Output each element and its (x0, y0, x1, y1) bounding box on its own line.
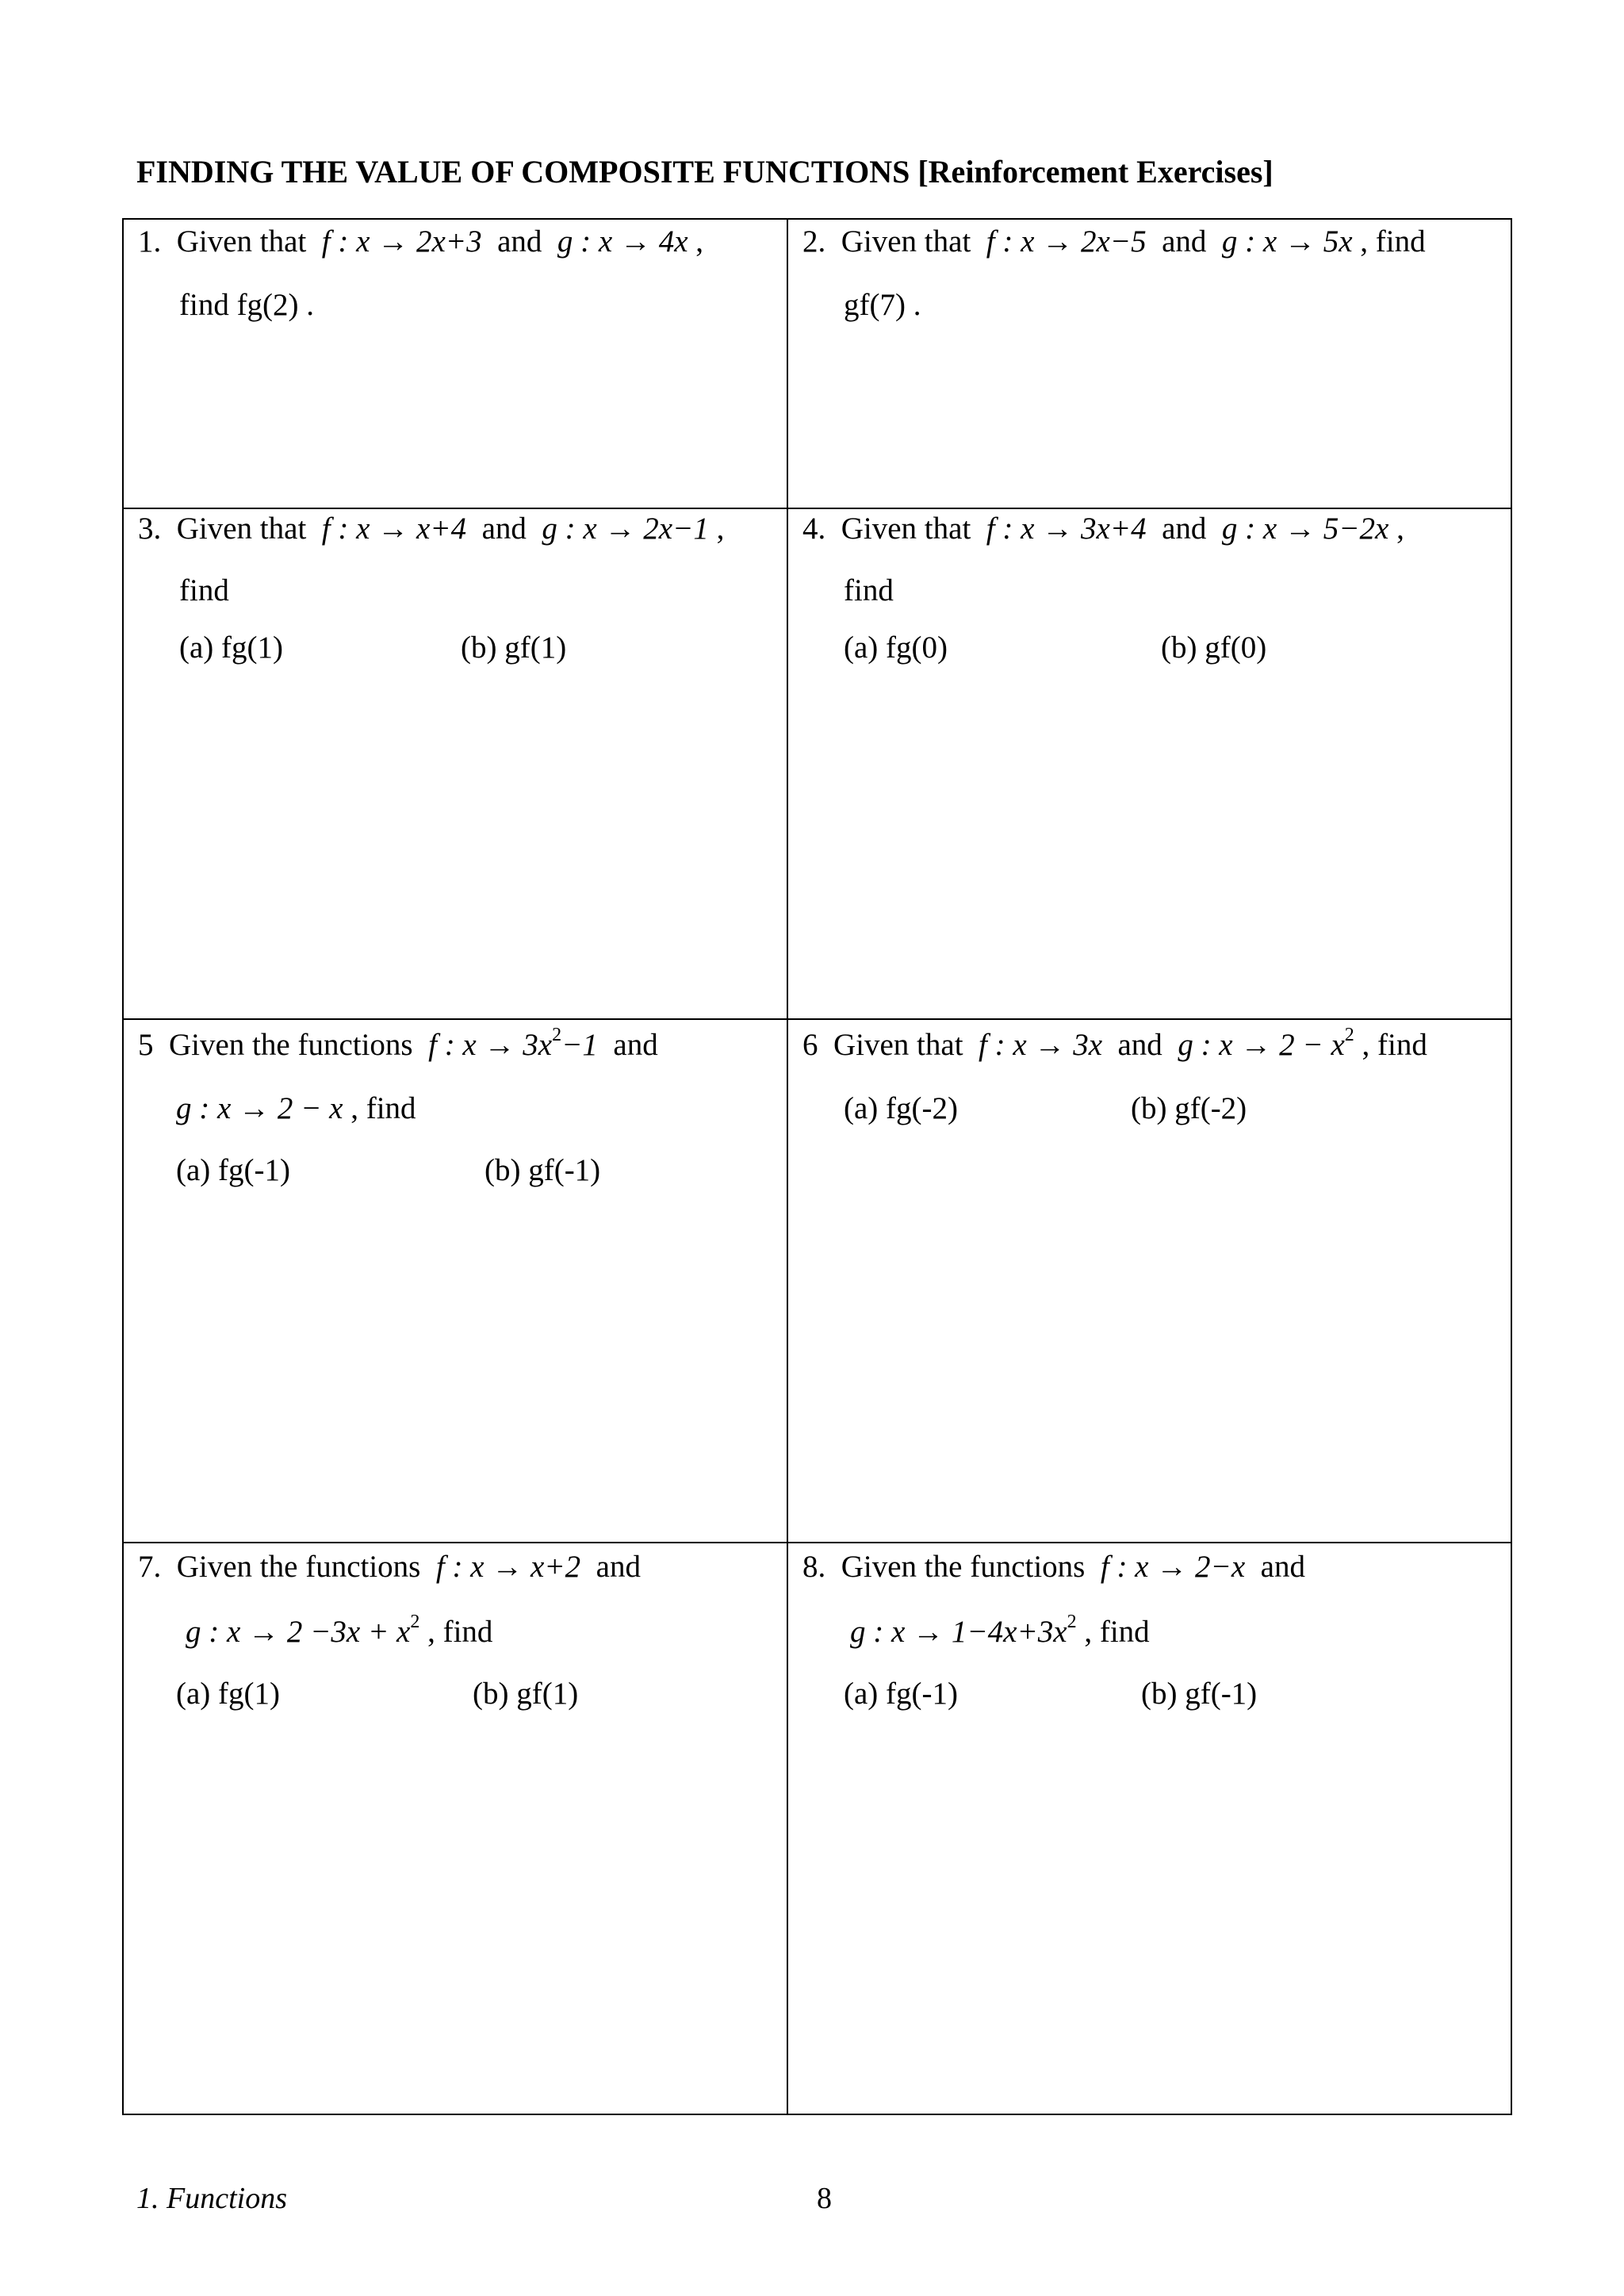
grid-divider (124, 1542, 1511, 1543)
f-definition-prefix: f : x → (986, 224, 1074, 259)
g-exponent: 2 (410, 1612, 420, 1632)
question-number: 1. (138, 224, 162, 259)
question-number: 5 (138, 1028, 154, 1062)
part-b: (b) gf(0) (1161, 631, 1267, 665)
question-lead: Given that (841, 224, 971, 259)
f-definition: 2x+3 (416, 224, 482, 259)
f-definition: x+4 (416, 512, 467, 546)
g-exponent: 2 (1344, 1025, 1354, 1045)
g-definition: 5−2x (1323, 512, 1389, 546)
f-definition: 2−x (1195, 1550, 1246, 1584)
question-tail: , (1396, 512, 1404, 546)
part-b: (b) gf(1) (461, 631, 567, 665)
f-definition: 2x−5 (1080, 224, 1147, 259)
g-definition-prefix: g : x → (176, 1091, 270, 1125)
g-definition: 2 − x (1279, 1028, 1345, 1062)
grid-divider (787, 220, 788, 2114)
question-tail: , find (1084, 1615, 1150, 1649)
conjunction: and (1162, 512, 1207, 546)
question-tail: , find (427, 1615, 493, 1649)
f-definition: 3x+4 (1080, 512, 1147, 546)
question-tail: , (695, 224, 704, 259)
part-a: (a) fg(1) (179, 631, 283, 665)
exercise-grid (122, 218, 1512, 2115)
f-definition-prefix: f : x → (435, 1550, 523, 1584)
question-number: 8. (802, 1550, 826, 1584)
f-definition: 3x (1073, 1028, 1102, 1062)
g-definition-prefix: g : x → (542, 512, 636, 546)
question-tail: , (716, 512, 725, 546)
f-definition-prefix: f : x → (428, 1028, 515, 1062)
part-a: (a) fg(-1) (176, 1153, 290, 1187)
g-exponent: 2 (1067, 1612, 1077, 1632)
g-definition-prefix: g : x → (1178, 1028, 1272, 1062)
part-b: (b) gf(1) (473, 1677, 579, 1711)
conjunction: and (596, 1550, 641, 1584)
question-lead: Given that (176, 512, 307, 546)
question-number: 3. (138, 512, 162, 546)
f-definition-prefix: f : x → (986, 512, 1074, 546)
page-title: FINDING THE VALUE OF COMPOSITE FUNCTIONS [Reinforcement Exercises] (136, 154, 1274, 190)
f-definition: 3x (523, 1028, 553, 1062)
question-line-2: gf(7) . (844, 288, 921, 322)
conjunction: and (613, 1028, 658, 1062)
question-tail: , find (350, 1091, 416, 1125)
question-tail: , find (1360, 224, 1426, 259)
part-b: (b) gf(-1) (1141, 1677, 1258, 1711)
grid-divider (124, 508, 1511, 509)
f-definition-prefix: f : x → (321, 224, 409, 259)
question-number: 6 (802, 1028, 818, 1062)
question-line-2: find (179, 573, 229, 608)
question-line-2: find fg(2) . (179, 288, 315, 322)
f-definition-prefix: f : x → (1100, 1550, 1188, 1584)
g-definition-prefix: g : x → (1221, 512, 1316, 546)
g-definition: 2x−1 (643, 512, 709, 546)
question-lead: Given that (833, 1028, 963, 1062)
question-line-2: find (844, 573, 894, 608)
question-lead: Given the functions (841, 1550, 1086, 1584)
question-lead: Given the functions (169, 1028, 413, 1062)
part-b: (b) gf(-2) (1131, 1091, 1247, 1125)
f-definition-prefix: f : x → (979, 1028, 1066, 1062)
g-definition-prefix: g : x → (1221, 224, 1316, 259)
part-a: (a) fg(0) (844, 631, 948, 665)
grid-divider (124, 1018, 1511, 1020)
question-lead: Given that (841, 512, 971, 546)
g-definition: 4x (658, 224, 688, 259)
f-definition-rest: −1 (561, 1028, 598, 1062)
question-number: 4. (802, 512, 826, 546)
conjunction: and (1260, 1550, 1305, 1584)
question-tail: , find (1362, 1028, 1427, 1062)
f-definition-prefix: f : x → (321, 512, 409, 546)
conjunction: and (481, 512, 527, 546)
page-number: 8 (817, 2182, 832, 2215)
conjunction: and (1162, 224, 1207, 259)
question-number: 2. (802, 224, 826, 259)
g-definition-prefix: g : x → (186, 1615, 280, 1649)
question-lead: Given that (176, 224, 307, 259)
f-definition: x+2 (530, 1550, 581, 1584)
g-definition-prefix: g : x → (850, 1615, 944, 1649)
f-exponent: 2 (552, 1025, 562, 1045)
g-definition: 2 −3x + x (286, 1615, 411, 1649)
g-definition-prefix: g : x → (557, 224, 651, 259)
question-number: 7. (138, 1550, 162, 1584)
g-definition: 5x (1323, 224, 1353, 259)
footer-section: 1. Functions (136, 2182, 287, 2215)
g-definition: 1−4x+3x (951, 1615, 1067, 1649)
part-a: (a) fg(1) (176, 1677, 280, 1711)
part-a: (a) fg(-2) (844, 1091, 958, 1125)
conjunction: and (1117, 1028, 1162, 1062)
part-b: (b) gf(-1) (485, 1153, 601, 1187)
part-a: (a) fg(-1) (844, 1677, 958, 1711)
question-lead: Given the functions (176, 1550, 421, 1584)
g-definition: 2 − x (277, 1091, 343, 1125)
conjunction: and (497, 224, 542, 259)
